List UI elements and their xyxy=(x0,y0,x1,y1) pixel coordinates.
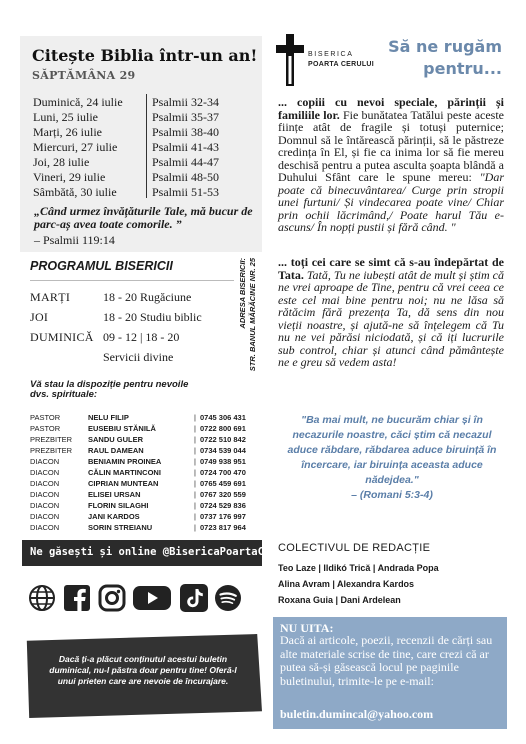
program-day: DUMINICĂ xyxy=(30,330,94,344)
contact-separator: | xyxy=(194,435,196,444)
reading-day: Duminică, 24 iulie xyxy=(33,95,123,109)
program-day: JOI xyxy=(30,310,49,324)
contact-name: SANDU GULER xyxy=(88,435,144,444)
address-label: ADRESA BISERICII: xyxy=(238,258,247,329)
editorial-members: Teo Laze | Ildikó Trică | Andrada Popa xyxy=(278,563,439,573)
reading-psalm: Psalmii 38-40 xyxy=(152,125,220,139)
contact-role: DIACON xyxy=(30,523,60,532)
reading-divider xyxy=(146,94,147,198)
contact-role: DIACON xyxy=(30,501,60,510)
prayer-paragraph xyxy=(278,256,504,369)
bible-quote: „Când urmez învățăturile Tale, mă bucur de parc-aș avea toate comorile. ” xyxy=(34,204,253,231)
program-title: PROGRAMUL BISERICII xyxy=(30,259,173,273)
verse-reference: – (Romani 5:3-4) xyxy=(351,489,433,501)
reading-psalm: Psalmii 32-34 xyxy=(152,95,220,109)
contact-name: EUSEBIU STĂNILĂ xyxy=(88,424,156,433)
contact-phone[interactable]: 0724 529 836 xyxy=(200,501,246,510)
facebook-icon[interactable] xyxy=(63,584,91,612)
editorial-title: COLECTIVUL DE REDACȚIE xyxy=(278,542,431,554)
program-time: Servicii divine xyxy=(103,350,174,364)
reading-psalm: Psalmii 35-37 xyxy=(152,110,220,124)
prayer-heading: ... copiii cu nevoi speciale, părinții și familiile lor. xyxy=(278,95,504,122)
contact-phone[interactable]: 0724 700 470 xyxy=(200,468,246,477)
contact-phone[interactable]: 0737 176 997 xyxy=(200,512,246,521)
contact-separator: | xyxy=(194,490,196,499)
contact-role: DIACON xyxy=(30,468,60,477)
bible-title: Citește Biblia într-un an! xyxy=(32,46,258,65)
verse-text: "Ba mai mult, ne bucurăm chiar și în necazurile noastre, căci știm că necazul aduce răbdare, răbdarea aduce biruință în încercare, iar biruința aceasta aduce nădejdea." xyxy=(287,414,497,486)
contact-role: PREZBITER xyxy=(30,446,73,455)
contact-email[interactable]: buletin.dumincal@yahoo.com xyxy=(280,707,434,721)
reading-day: Sâmbătă, 30 iulie xyxy=(33,185,117,199)
contact-phone[interactable]: 0765 459 691 xyxy=(200,479,246,488)
logo-word: BISERICA xyxy=(308,51,354,58)
contacts-title: Vă stau la dispoziție pentru nevoile dvs. spirituale: xyxy=(30,379,189,400)
contact-separator: | xyxy=(194,501,196,510)
contact-name: CĂLIN MARTINCONI xyxy=(88,468,161,477)
contact-role: PASTOR xyxy=(30,424,61,433)
program-day: MARȚI xyxy=(30,290,71,304)
reminder-text: Dacă ai articole, poezii, recenzii de cărți sau alte materiale scrise de tine, care crezi că ar putea să-și găsească locul pe paginile buletinului, trimite-le pe e-mail: xyxy=(280,633,493,688)
bible-week: SĂPTĂMÂNA 29 xyxy=(32,69,136,82)
editorial-members: Alina Avram | Alexandra Kardos xyxy=(278,579,415,589)
contact-name: BENIAMIN PROINEA xyxy=(88,457,162,466)
logo-subtitle: POARTA CERULUI xyxy=(308,61,375,68)
contact-phone[interactable]: 0723 817 964 xyxy=(200,523,246,532)
contact-separator: | xyxy=(194,424,196,433)
reading-day: Vineri, 29 iulie xyxy=(33,170,106,184)
prayer-title: Să ne rugăm pentru... xyxy=(388,37,502,78)
contact-separator: | xyxy=(194,512,196,521)
bible-quote-reference: – Psalmii 119:14 xyxy=(34,233,115,247)
contact-phone[interactable]: 0734 539 044 xyxy=(200,446,246,455)
bible-verse xyxy=(282,413,502,503)
prayer-body: Tată, Tu ne iubești atât de mult și știm că ne vrei aproape de Tine, pentru că vrei ceea ce este cel mai bine pentru noi; nu ne lăsa să rătăcim fără prezența Ta, dă sens din nou vieții noastre, și ajută-ne să înțelegem că Tu nu ne vei părăsi niciodată, și că iți lucrurile sub control, chiar și atunci când pământește ne e greu să vedem asta! xyxy=(278,267,504,369)
contact-name: RAUL DAMEAN xyxy=(88,446,144,455)
contact-name: NELU FILIP xyxy=(88,413,129,422)
reading-day: Luni, 25 iulie xyxy=(33,110,98,124)
reminder-title: NU UITA: xyxy=(280,621,334,635)
contact-separator: | xyxy=(194,479,196,488)
contact-phone[interactable]: 0767 320 559 xyxy=(200,490,246,499)
contact-name: JANI KARDOS xyxy=(88,512,140,521)
contact-phone[interactable]: 0749 938 951 xyxy=(200,457,246,466)
contact-phone[interactable]: 0722 510 842 xyxy=(200,435,246,444)
reading-psalm: Psalmii 48-50 xyxy=(152,170,220,184)
editorial-members: Roxana Guia | Dani Ardelean xyxy=(278,595,401,605)
prayer-body: Fie bunătatea Tatălui peste aceste ființe atât de fragile și totuși puternice; Domnul să le întărească părinții, să le păstreze credința în El, și fie ca inima lor să fie mereu deschisă pentru a putea asculta șoapta blândă a Duhului Sfânt care le spune mereu: xyxy=(278,107,505,184)
contact-role: DIACON xyxy=(30,512,60,521)
spotify-icon[interactable] xyxy=(214,584,242,612)
reading-day: Joi, 28 iulie xyxy=(33,155,90,169)
prayer-heading: ... toți cei care se simt că s-au îndepărtat de Tata. xyxy=(278,255,504,282)
contact-separator: | xyxy=(194,457,196,466)
contact-separator: | xyxy=(194,523,196,532)
reading-psalm: Psalmii 44-47 xyxy=(152,155,220,169)
contact-phone[interactable]: 0745 306 431 xyxy=(200,413,246,422)
church-address xyxy=(236,258,260,370)
instagram-icon[interactable] xyxy=(98,584,126,612)
program-time: 18 - 20 Rugăciune xyxy=(103,290,192,304)
contact-separator: | xyxy=(194,413,196,422)
contact-separator: | xyxy=(194,468,196,477)
prayer-poem: "Dar poate că binecuvântarea/ Curge prin stropii unei furtuni/ Și vindecarea poate vine/ Chiar prin ochii lăcrimând,/ Poate harul Tău e-ascuns/ În nopți pustii și fără când. " xyxy=(278,170,504,234)
contact-role: PASTOR xyxy=(30,413,61,422)
address-street: STR. BANUL MĂRĂCINE NR. 25 xyxy=(248,258,257,372)
reading-psalm: Psalmii 51-53 xyxy=(152,185,220,199)
prayer-paragraph xyxy=(278,96,504,234)
contact-role: DIACON xyxy=(30,479,60,488)
reading-psalm: Psalmii 41-43 xyxy=(152,140,220,154)
online-handle[interactable]: Ne găsești și online @BisericaPoartaCerului xyxy=(30,546,302,558)
contact-role: DIACON xyxy=(30,490,60,499)
contact-name: ELISEI URSAN xyxy=(88,490,141,499)
church-logo xyxy=(276,34,304,86)
program-time: 18 - 20 Studiu biblic xyxy=(103,310,202,324)
contact-phone[interactable]: 0722 800 691 xyxy=(200,424,246,433)
contact-name: FLORIN SILAGHI xyxy=(88,501,149,510)
contact-role: DIACON xyxy=(30,457,60,466)
globe-icon[interactable] xyxy=(28,584,56,612)
share-text: Dacă ți-a plăcut conținutul acestui buletin duminical, nu-l păstra doar pentru tine! Oferă-l unui prieten care are nevoie de încurajare. xyxy=(49,654,237,686)
contact-name: SORIN STREIANU xyxy=(88,523,153,532)
youtube-icon[interactable] xyxy=(132,584,172,612)
reading-day: Marți, 26 iulie xyxy=(33,125,102,139)
program-time: 09 - 12 | 18 - 20 xyxy=(103,330,180,344)
contact-name: CIPRIAN MUNTEAN xyxy=(88,479,159,488)
contact-separator: | xyxy=(194,446,196,455)
contact-role: PREZBITER xyxy=(30,435,73,444)
tiktok-icon[interactable] xyxy=(180,584,208,612)
reading-day: Miercuri, 27 iulie xyxy=(33,140,118,154)
program-divider xyxy=(30,280,234,281)
